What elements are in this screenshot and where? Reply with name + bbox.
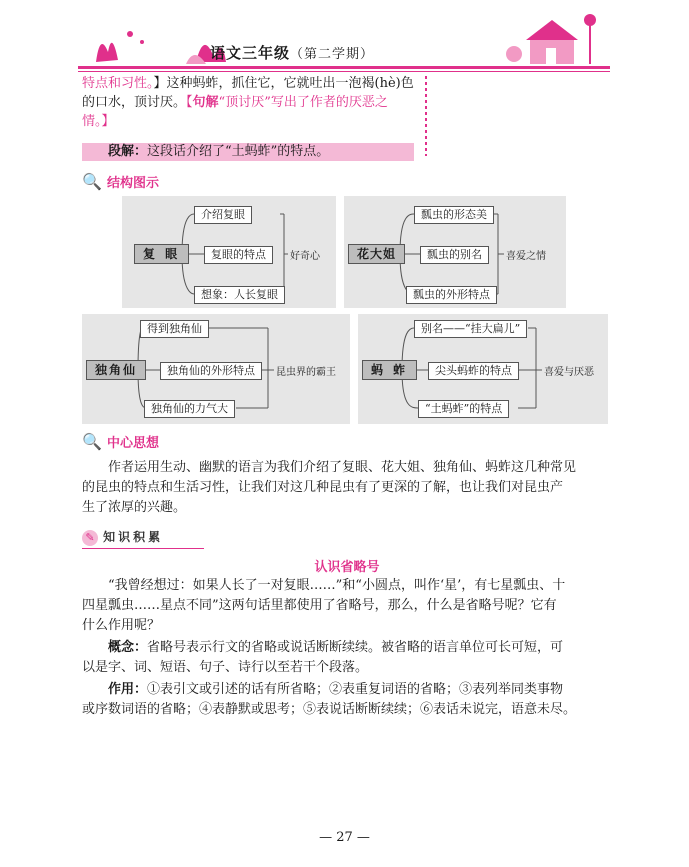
- page-number: — 27 —: [319, 830, 370, 845]
- magnifier-icon: 🔍: [82, 172, 102, 191]
- diagram-node: 想象：人长复眼: [194, 286, 285, 304]
- theme-paragraph: 作者运用生动、幽默的语言为我们介绍了复眼、花大姐、独角仙、蚂蚱这几种常见 的昆虫的特点和生活习性，让我们对这几种昆虫有了更深的了解，也让我们对昆虫产 生了浓厚的兴趣。: [82, 460, 577, 515]
- diagram-mazha: [358, 314, 608, 424]
- diagram-node: 尖头蚂蚱的特点: [428, 362, 519, 380]
- diagram-node: 介绍复眼: [194, 206, 252, 224]
- diagram-conclusion: 好奇心: [290, 251, 320, 262]
- diagram-node: 瓢虫的外形特点: [406, 286, 497, 304]
- header-decoration-right: [500, 10, 610, 68]
- magnifier-icon: 🔍: [82, 432, 102, 451]
- diagram-fuyan: [122, 196, 336, 308]
- diagram-conclusion: 喜爱之情: [506, 251, 546, 262]
- knowledge-intro: “我曾经想过：如果人长了一对复眼……”和“小圆点，叫作‘星’，有七星瓢虫、十 四星瓢虫……星点不同”这两句话里都使用了省略号，那么，什么是省略号呢？它有 什么作用呢？: [82, 578, 566, 633]
- header-title: 语文三年级（第二学期）: [210, 44, 375, 62]
- structure-heading: 🔍 结构图示: [82, 172, 160, 191]
- dotted-divider: [423, 76, 429, 156]
- theme-heading: 🔍 中心思想: [82, 432, 160, 451]
- diagram-node: 得到独角仙: [140, 320, 209, 338]
- header-divider-thin: [78, 71, 610, 72]
- diagram-center: 花大姐: [348, 244, 405, 264]
- diagram-node: 瓢虫的形态美: [414, 206, 494, 224]
- diagram-conclusion: 喜爱与厌恶: [544, 367, 594, 378]
- diagram-huadajie: [344, 196, 566, 308]
- diagram-center: 复 眼: [134, 244, 189, 264]
- intro-paragraph: 特点和习性。】这种蚂蚱，抓住它，它就吐出一泡褐(hè)色的口水，顶讨厌。【句解“顶讨厌”写出了作者的厌恶之情。】: [82, 76, 414, 129]
- knowledge-usage: 作用：①表引文或引述的话有所省略；②表重复词语的省略；③表列举同类事物 或序数词语的省略；④表静默或思考；⑤表说话断断续续；⑥表话未说完，语意未尽。: [82, 682, 577, 717]
- diagram-node: “土蚂蚱”的特点: [418, 400, 509, 418]
- diagram-conclusion: 昆虫界的霸王: [276, 367, 336, 378]
- diagram-node: 瓢虫的别名: [420, 246, 489, 264]
- diagram-center: 独角仙: [86, 360, 146, 380]
- knowledge-heading: ✎ 知识积累: [82, 526, 204, 549]
- summary-bar: 段解：这段话介绍了“土蚂蚱”的特点。: [82, 143, 414, 161]
- header-divider: [78, 66, 610, 69]
- diagram-dujiaoxian: [82, 314, 350, 424]
- diagram-node: 独角仙的力气大: [144, 400, 235, 418]
- diagram-node: 复眼的特点: [204, 246, 273, 264]
- knowledge-concept: 概念：省略号表示行文的省略或说话断断续续。被省略的语言单位可长可短，可 以是字、词、短语、句子、诗行以至若干个段落。: [82, 640, 564, 675]
- diagram-node: 别名——“挂大扁儿”: [414, 320, 527, 338]
- pen-icon: ✎: [82, 530, 98, 546]
- diagram-node: 独角仙的外形特点: [160, 362, 262, 380]
- knowledge-title: 认识省略号: [314, 560, 380, 575]
- diagram-center: 蚂 蚱: [362, 360, 417, 380]
